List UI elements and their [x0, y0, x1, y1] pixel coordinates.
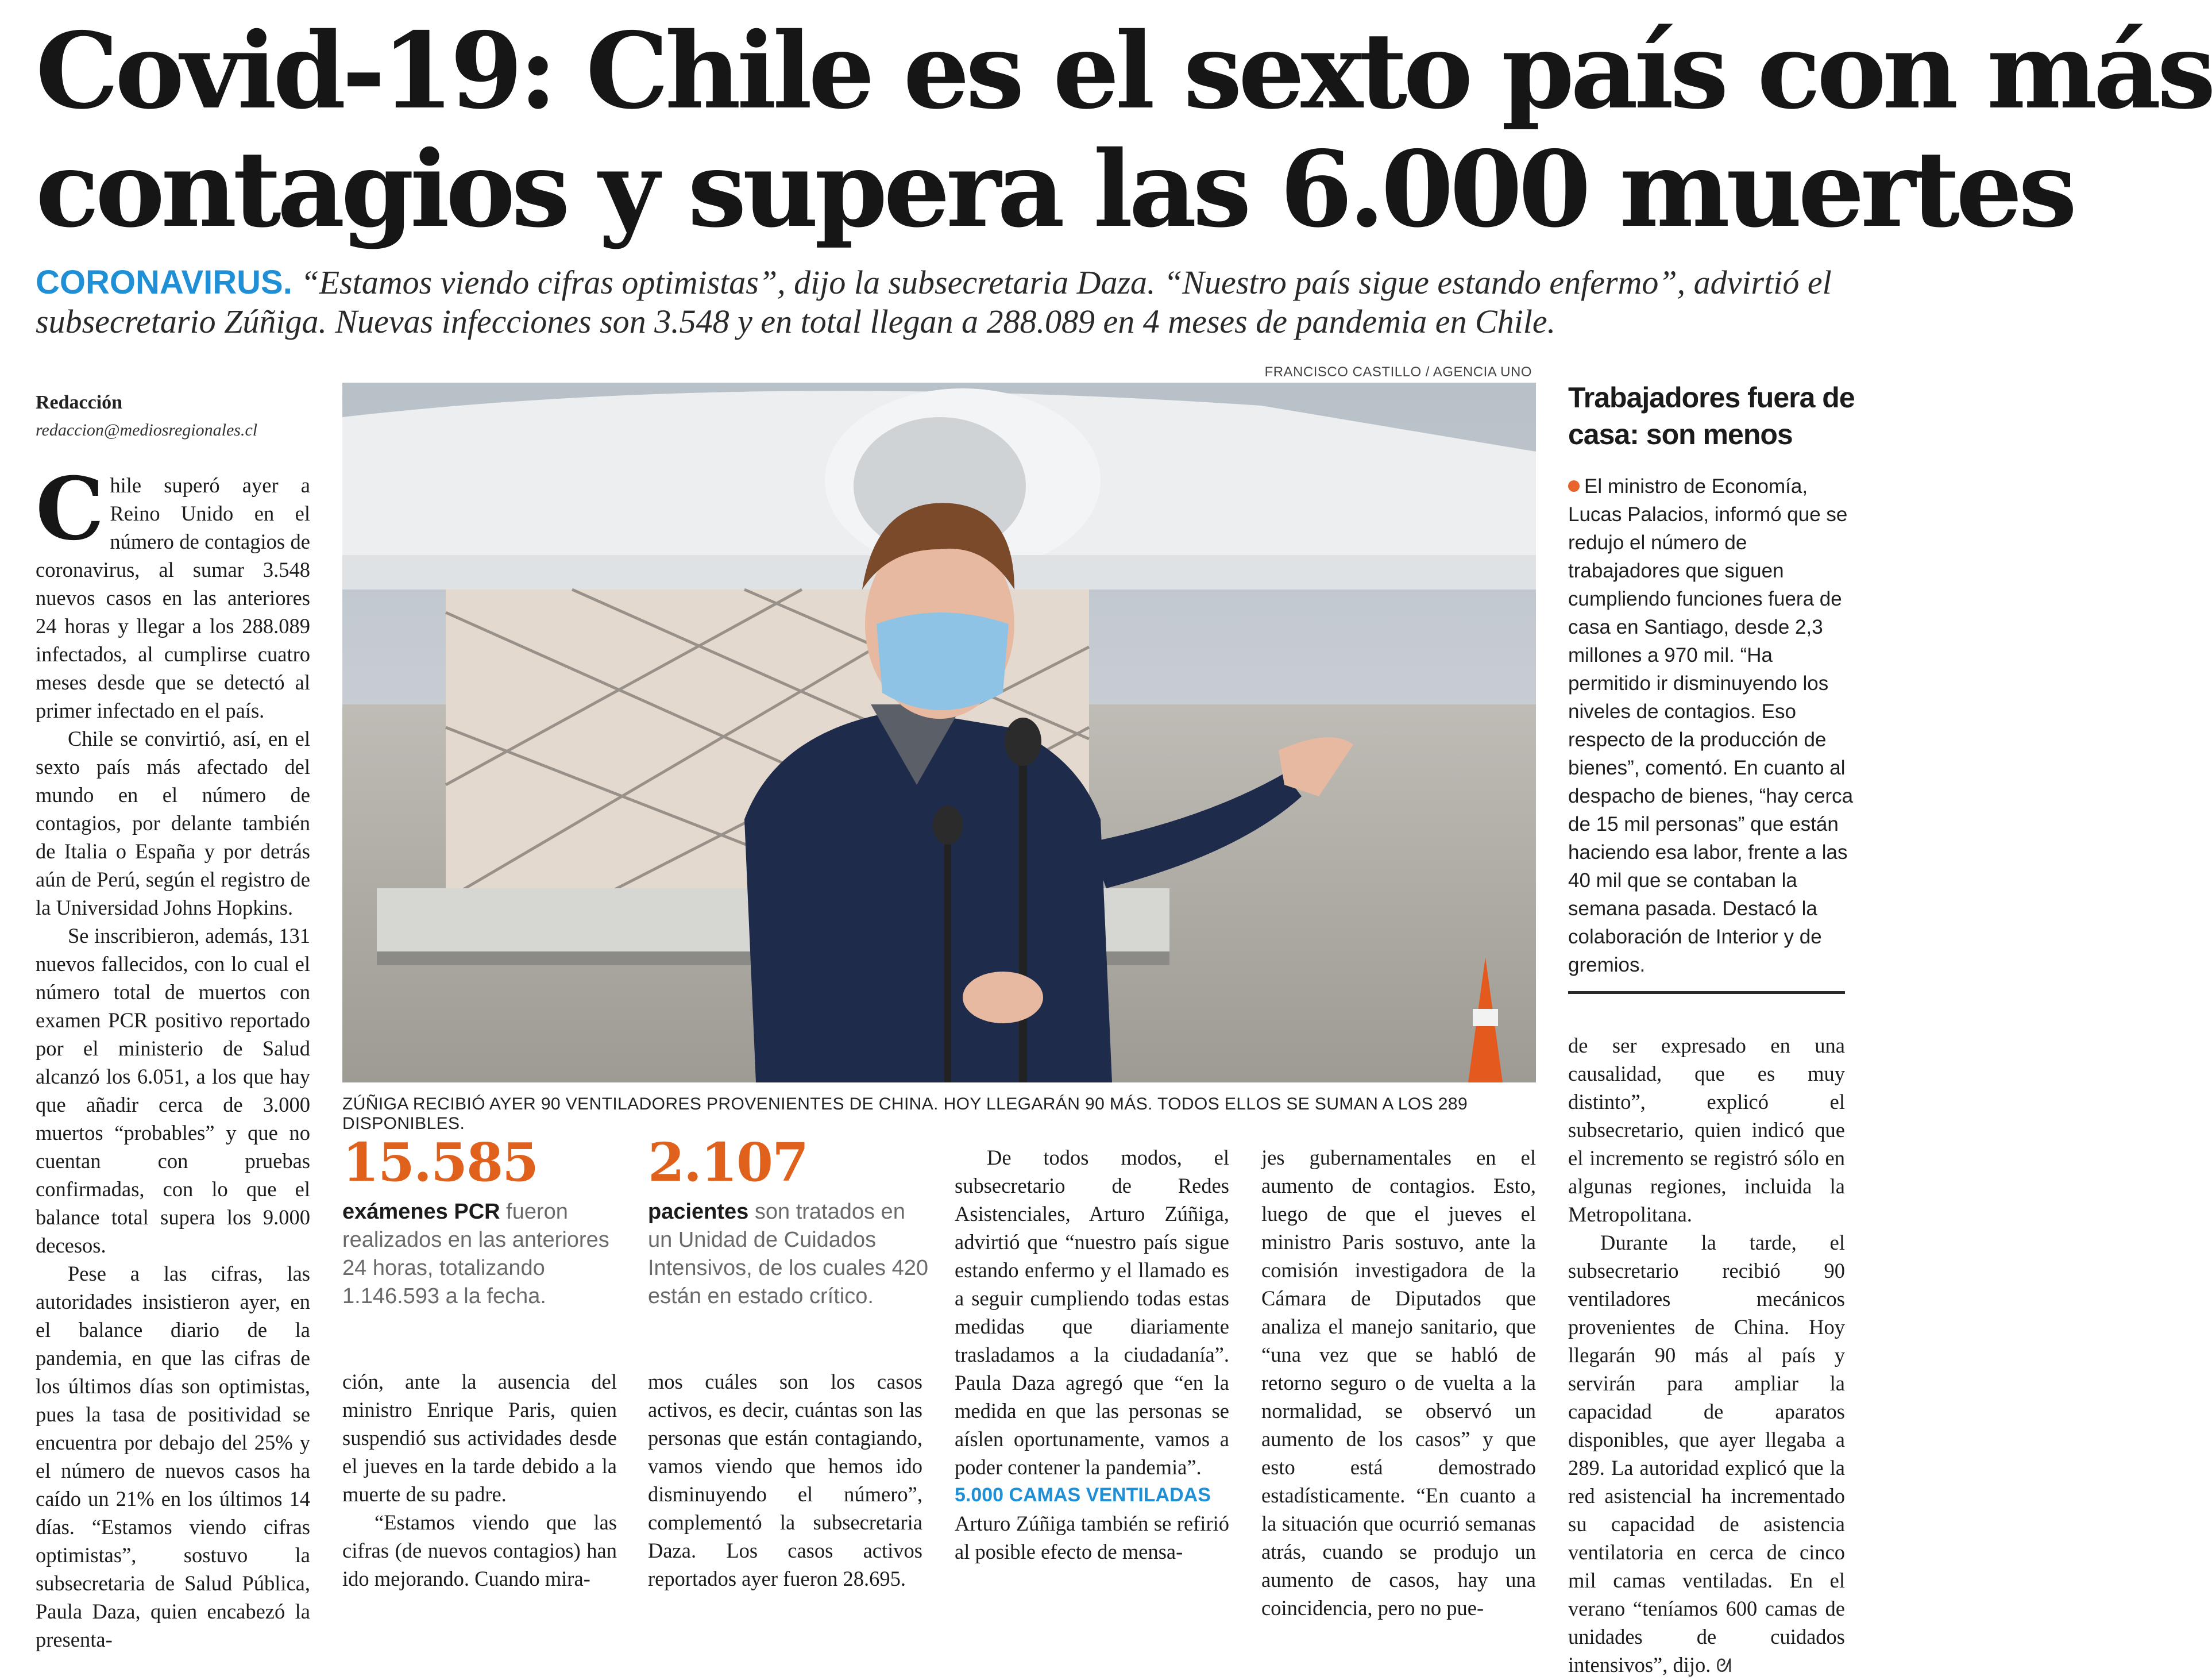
paragraph: Chile se convirtió, así, en el sexto país más afectado del mundo en el número de contagios, por delante también de Italia o España y por detrás aún de Perú, según el registro de la Universidad Johns Hopkins. — [36, 727, 310, 919]
stat-text — [648, 1198, 929, 1311]
deck-kicker: CORONAVIRUS. — [36, 264, 292, 301]
article-column-5 — [1261, 1143, 1536, 1622]
byline — [36, 392, 323, 440]
paragraph: jes gubernamentales en el aumento de contagios. Esto, luego de que el jueves el ministro Paris sostuvo, ante la comisión investigadora de la Cámara de Diputados que analiza el manejo sanitario, que “una vez que se habló de retorno seguro o de vuelta a la normalidad, se observó un aumento de los casos” y que esto está demostrado estadísticamente. “En cuanto a la situación que ocurrió semanas atrás, cuando se produjo un aumento de casos, hay una coincidencia, pero no pue- — [1261, 1146, 1536, 1620]
headline — [36, 9, 2212, 251]
paragraph: ción, ante la ausencia del ministro Enrique Paris, quien suspendió sus actividades desde el jueves en la tarde debido a la muerte de su padre. — [342, 1370, 617, 1506]
stat-box-uci — [648, 1131, 929, 1311]
sidebar-title: Trabajadores fuera de casa: son menos — [1568, 382, 1855, 450]
sidebar-body — [1568, 472, 1855, 979]
drop-cap: C — [36, 458, 105, 560]
deck-text: “Estamos viendo cifras optimistas”, dijo la subsecretaria Daza. “Nuestro país sigue estando enfermo”, advirtió el subsecretario Zúñiga. Nuevas infecciones son 3.548 y en total llegan a 288.089 en 4 meses de pandemia en Chile. — [36, 264, 1832, 340]
article-column-4 — [955, 1143, 1229, 1566]
bullet-dot-icon — [1568, 480, 1580, 492]
paragraph: “Estamos viendo que las cifras (de nuevos contagios) han ido mejorando. Cuando mira- — [342, 1511, 617, 1590]
photo-caption: ZÚÑIGA RECIBIÓ AYER 90 VENTILADORES PROVENIENTES DE CHINA. HOY LLEGARÁN 90 MÁS. TODOS ELLOS SE SUMAN A LOS 289 DISPONIBLES. — [342, 1095, 1468, 1133]
stat-bold: exámenes PCR — [342, 1200, 500, 1224]
article-column-6 — [1568, 1031, 1845, 1680]
headline-line-1: Covid-19: Chile es el sexto país con más — [36, 9, 2212, 132]
stat-text — [342, 1198, 624, 1311]
headline-line-2: contagios y supera las 6.000 muertes — [36, 128, 2074, 251]
stat-number: 2.107 — [648, 1131, 808, 1193]
paragraph: De todos modos, el subsecretario de Redes Asistenciales, Arturo Zúñiga, advirtió que “nuestro país sigue estando enfermo y el llamado es a seguir cumpliendo todas estas medidas que diariamente trasladamos a la ciudadanía”. Paula Daza agregó que “en la medida en que las personas se aíslen oportunamente, vamos a poder contener la pandemia”. — [955, 1146, 1229, 1479]
paragraph: de ser expresado en una causalidad, que es muy distinto”, explicó el subsecretario, quien indicó que el incremento se registró sólo en algunas regiones, incluida la Metropolitana. — [1568, 1034, 1845, 1226]
stat-body: son tratados en un Unidad de Cuidados Intensivos, de los cuales 420 están en estado crítico. — [648, 1200, 928, 1308]
paragraph-text: hile superó ayer a Reino Unido en el número de contagios de coronavirus, al sumar 3.548 nuevos casos en las anteriores 24 horas y llegar a los 288.089 infectados, al cumplirse cuatro meses desde que se detectó al primer infectado en el país. — [36, 473, 310, 722]
paragraph: mos cuáles son los casos activos, es decir, cuántas son las personas que están contagiando, vamos viendo que hemos ido disminuyendo el número”, complementó la subsecretaria Daza. Los casos activos reportados ayer fueron 28.695. — [648, 1370, 922, 1590]
byline-name: Redacción — [36, 392, 123, 413]
news-photo — [342, 383, 1536, 1082]
article-column-2 — [342, 1367, 617, 1593]
paragraph-text: Durante la tarde, el subsecretario recibió 90 ventiladores mecánicos provenientes de China. Hoy llegarán 90 más al país y servirán para ampliar la capacidad de aparatos disponibles, que ayer llegaba a 289. La autoridad explicó que la red asistencial ha incrementado su capacidad de asistencia ventilatoria en cerca de cinco mil camas ventiladas. En el verano “teníamos 600 camas de unidades de cuidados intensivos”, dijo. — [1568, 1231, 1845, 1677]
paragraph: Arturo Zúñiga también se refirió al posible efecto de mensa- — [955, 1512, 1229, 1563]
deck — [36, 263, 1845, 341]
article-column-3 — [648, 1367, 922, 1593]
subheading: 5.000 CAMAS VENTILADAS — [955, 1484, 1211, 1506]
paragraph — [1568, 1228, 1845, 1680]
end-mark-icon: ᘛ — [1716, 1655, 1732, 1677]
stat-box-pcr — [342, 1131, 624, 1311]
stat-number: 15.585 — [342, 1131, 538, 1193]
stat-bold: pacientes — [648, 1200, 749, 1224]
sidebar-divider — [1568, 991, 1845, 994]
sidebar-text: El ministro de Economía, Lucas Palacios, informó que se redujo el número de trabajadores que siguen cumpliendo funciones fuera de casa en Santiago, desde 2,3 millones a 970 mil. “Ha permitido ir disminuyendo los niveles de contagios. Eso respecto de la producción de bienes”, comentó. En cuanto al despacho de bienes, “hay cerca de 15 mil personas” que están haciendo esa labor, frente a las 40 mil que se contaban la semana pasada. Destacó la colaboración de Interior y de gremios. — [1568, 475, 1854, 976]
stat-body: fueron realizados en las anteriores 24 horas, totalizando 1.146.593 a la fecha. — [342, 1200, 609, 1308]
article-column-1 — [36, 458, 310, 1654]
photo-illustration — [342, 383, 1536, 1082]
photo-credit: FRANCISCO CASTILLO / AGENCIA UNO — [1264, 364, 1532, 380]
paragraph: Pese a las cifras, las autoridades insistieron ayer, en el balance diario de la pandemia, en que las cifras de los últimos días son optimistas, pues la tasa de positividad se encuentra por debajo del 25% y el número de nuevos casos ha caído un 21% en los últimos 14 días. “Estamos viendo cifras optimistas”, sostuvo la subsecretaria de Salud Pública, Paula Daza, quien encabezó la presenta- — [36, 1262, 310, 1651]
byline-email: redaccion@mediosregionales.cl — [36, 421, 258, 440]
paragraph: Se inscribieron, además, 131 nuevos fallecidos, con lo cual el número total de muertos con examen PCR positivo reportado por el ministerio de Salud alcanzó los 6.051, a los que hay que añadir cerca de 3.000 muertos “probables” y que no cuentan con pruebas confirmadas, con lo que el balance total supera los 9.000 decesos. — [36, 924, 310, 1257]
paragraph — [36, 458, 310, 725]
